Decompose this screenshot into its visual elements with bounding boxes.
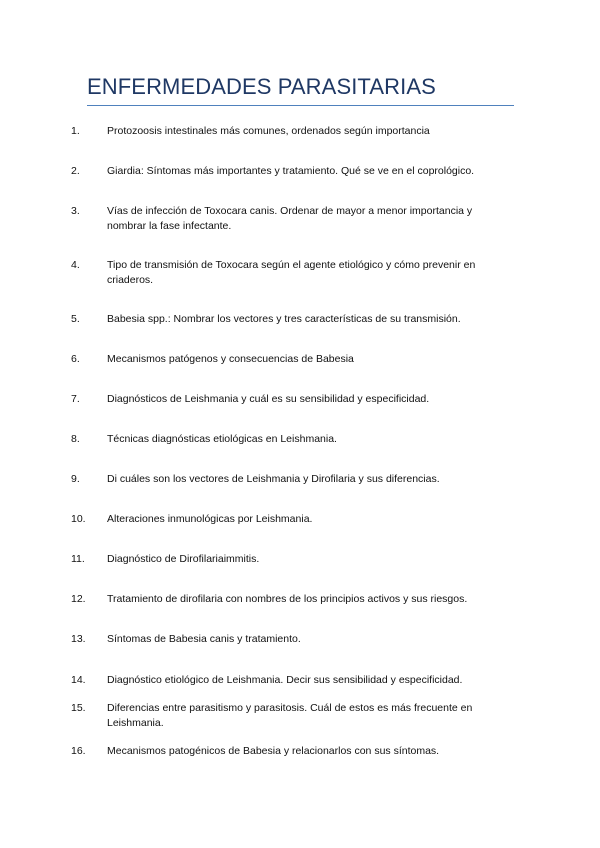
item-number: 2. — [71, 165, 80, 177]
item-number: 13. — [71, 633, 86, 645]
item-text: Diagnóstico de Dirofilariaimmitis. — [107, 553, 260, 565]
item-number: 14. — [71, 674, 86, 686]
page-title: ENFERMEDADES PARASITARIAS — [87, 74, 436, 99]
item-number: 16. — [71, 745, 86, 757]
item-text: Alteraciones inmunológicas por Leishmania. — [107, 513, 313, 525]
item-number: 8. — [71, 433, 80, 445]
item-text: Babesia spp.: Nombrar los vectores y tres características de su transmisión. — [107, 313, 461, 325]
item-number: 4. — [71, 259, 80, 271]
item-text: Mecanismos patogénicos de Babesia y relacionarlos con sus síntomas. — [107, 745, 440, 757]
item-number: 6. — [71, 353, 80, 365]
item-text: Síntomas de Babesia canis y tratamiento. — [107, 633, 301, 645]
item-number: 5. — [71, 313, 80, 325]
item-text: Tipo de transmisión de Toxocara según el agente etiológico y cómo prevenir en criaderos. — [107, 259, 476, 286]
item-text: Tratamiento de dirofilaria con nombres de los principios activos y sus riesgos. — [107, 593, 468, 605]
item-text: Vías de infección de Toxocara canis. Ordenar de mayor a menor importancia y nombrar la fase infectante. — [107, 205, 473, 232]
item-text: Diagnósticos de Leishmania y cuál es su sensibilidad y especificidad. — [107, 393, 430, 405]
item-text: Técnicas diagnósticas etiológicas en Leishmania. — [107, 433, 337, 445]
item-text: Di cuáles son los vectores de Leishmania y Dirofilaria y sus diferencias. — [107, 473, 440, 485]
item-number: 9. — [71, 473, 80, 485]
item-number: 10. — [71, 513, 86, 525]
item-text: Diferencias entre parasitismo y parasitosis. Cuál de estos es más frecuente en Leishmania. — [107, 702, 473, 729]
title-underline — [87, 105, 514, 106]
item-number: 15. — [71, 702, 86, 714]
item-number: 12. — [71, 593, 86, 605]
item-text: Mecanismos patógenos y consecuencias de Babesia — [107, 353, 354, 365]
item-number: 3. — [71, 205, 80, 217]
item-text: Giardia: Síntomas más importantes y tratamiento. Qué se ve en el coprológico. — [107, 165, 475, 177]
item-number: 11. — [71, 553, 85, 565]
item-text: Diagnóstico etiológico de Leishmania. Decir sus sensibilidad y especificidad. — [107, 674, 463, 686]
item-number: 7. — [71, 393, 80, 405]
item-number: 1. — [71, 125, 80, 137]
item-text: Protozoosis intestinales más comunes, ordenados según importancia — [107, 125, 430, 137]
